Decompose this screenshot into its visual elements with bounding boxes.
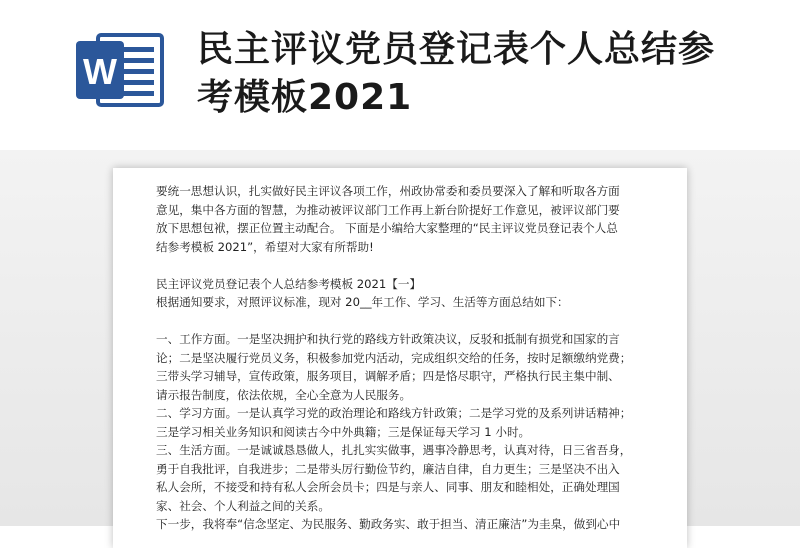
body-line: 三是学习相关业务知识和阅读古今中外典籍；三是保证每天学习 1 小时。	[156, 424, 531, 439]
title-line-1: 民主评议党员登记表个人总结参	[197, 29, 716, 70]
body-line: 二、学习方面。一是认真学习党的政治理论和路线方针政策；二是学习党的及系列讲话精神；	[156, 406, 632, 420]
body-line: 下一步，我将奉“信念坚定、为民服务、勤政务实、敢于担当、清正廉洁”为圭臬，做到心中	[156, 517, 621, 531]
title-line-2: 考模板2021	[197, 77, 413, 118]
body-line: 家、社会、个人利益之间的关系。	[156, 498, 330, 513]
body-line: 私人会所，不接受和持有私人会所会员卡；四是与亲人、同事、朋友和睦相处，正确处理国	[156, 480, 620, 494]
body-line: 一、工作方面。一是坚决拥护和执行党的路线方针政策决议，反驳和抵制有损党和国家的言	[156, 332, 620, 346]
intro-line: 放下思想包袱，摆正位置主动配合。 下面是小编给大家整理的“民主评议党员登记表个人总	[156, 221, 618, 235]
body-line: 三带头学习辅导，宣传政策，服务项目，调解矛盾；四是恪尽职守，严格执行民主集中制、	[156, 369, 620, 383]
body-line: 三、生活方面。一是诚诚恳恳做人，扎扎实实做事，遇事冷静思考，认真对待，日三省吾身，	[156, 443, 632, 457]
body-line: 勇于自我批评，自我进步；二是带头厉行勤俭节约，廉洁自律，自力更生；三是坚决不出入	[156, 461, 620, 476]
body-line: 请示报告制度，依法依规，全心全意为人民服务。	[156, 387, 412, 402]
intro-line: 要统一思想认识，扎实做好民主评议各项工作，州政协常委和委员要深入了解和听取各方面	[156, 184, 620, 198]
word-document-icon	[76, 33, 166, 107]
document-page	[113, 168, 687, 548]
intro-line: 意见，集中各方面的智慧，为推动被评议部门工作再上新台阶提好工作意见，被评议部门要	[156, 202, 620, 217]
section-title: 民主评议党员登记表个人总结参考模板 2021【一】	[156, 276, 422, 291]
basis-line: 根据通知要求，对照评议标准，现对 20__年工作、学习、生活等方面总结如下：	[156, 295, 569, 309]
logo-letter: W	[83, 51, 117, 92]
page-title	[197, 26, 757, 122]
header	[0, 0, 800, 150]
body-line: 论；二是坚决履行党员义务，积极参加党内活动，完成组织交给的任务，按时足额缴纳党费；	[156, 350, 632, 365]
document-text	[156, 182, 652, 534]
intro-line: 结参考模板 2021”，希望对大家有所帮助!	[156, 239, 374, 254]
